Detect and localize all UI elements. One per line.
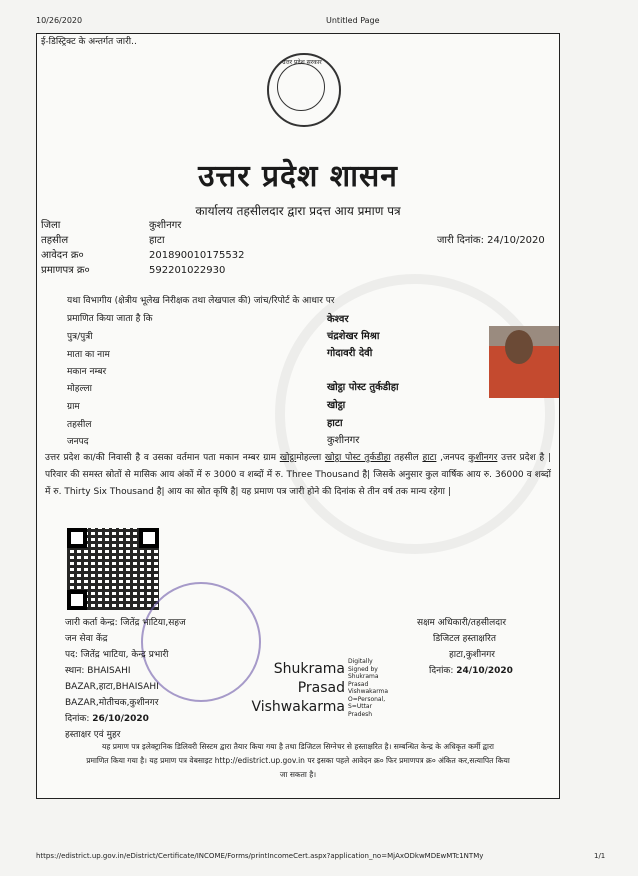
top-note: ई-डिस्ट्रिक्ट के अन्तर्गत जारी..: [41, 37, 137, 47]
signer-name-line: Prasad: [297, 680, 345, 696]
para-village: खोट्ठा: [279, 453, 297, 463]
para-text-d: ,जनपद: [436, 453, 469, 463]
para-district: कुशीनगर: [468, 453, 498, 463]
info-value-application: 201890010175532: [149, 250, 245, 261]
certificate-title: उत्तर प्रदेश शासन: [198, 159, 398, 194]
qr-corner-icon: [67, 590, 87, 610]
digital-signature-details: [348, 658, 388, 718]
authority-line-2: डिजिटल हस्ताक्षरित: [433, 634, 496, 644]
para-tehsil: हाटा: [422, 453, 437, 463]
info-value-tehsil: हाटा: [149, 235, 165, 246]
sig-line: Shukrama: [348, 673, 379, 680]
issuer-line-5: BAZAR,हाटा,BHAISAHI: [65, 682, 159, 692]
issuer-date: 26/10/2020: [92, 714, 149, 724]
detail-label-parent: पुत्र/पुत्री: [67, 332, 93, 342]
info-value-district: कुशीनगर: [149, 220, 182, 231]
footer-line: जा सकता है।: [279, 770, 317, 779]
sig-line: S=Uttar: [348, 703, 373, 710]
intro-line-2: प्रमाणित किया जाता है कि: [67, 314, 153, 324]
applicant-face: [505, 330, 533, 364]
authority-line-1: सक्षम अधिकारी/तहसीलदार: [417, 618, 507, 628]
sig-line: Signed by: [348, 665, 378, 673]
emblem-watermark: [275, 274, 555, 554]
detail-value-mother: गोदावरी देवी: [327, 348, 373, 359]
detail-value-parent: चंद्रशेखर मिश्रा: [327, 331, 380, 342]
info-label-district: जिला: [41, 220, 61, 231]
issuer-date-row: [65, 714, 149, 725]
print-url: https://edistrict.up.gov.in/eDistrict/Certificate/INCOME/Forms/printIncomeCert.aspx?application_no=MjAxODkwMDEwMTc1NTMy: [36, 852, 484, 860]
detail-value-village: खोट्ठा: [327, 400, 346, 411]
issuer-line-1: जारी कर्ता केन्द्र: जितेंद्र भाटिया,सहज: [65, 618, 186, 628]
detail-value-district: कुशीनगर: [327, 435, 360, 446]
para-text-a: उत्तर प्रदेश का/की निवासी है व उसका वर्तमान पता मकान नम्बर ग्राम: [45, 453, 280, 463]
sig-line: Pradesh: [348, 710, 373, 718]
sig-line: O=Personal,: [348, 695, 386, 703]
signer-name-line: Vishwakarma: [251, 699, 345, 715]
sig-line: Digitally: [348, 658, 373, 665]
print-page-title: Untitled Page: [326, 16, 380, 25]
para-text-b: मोहल्ला: [296, 453, 325, 463]
signer-name-line: Shukrama: [273, 661, 345, 677]
detail-label-tehsil: तहसील: [67, 420, 92, 430]
digital-signer-name: [241, 660, 345, 717]
certificate-subtitle: कार्यालय तहसीलदार द्वारा प्रदत्त आय प्रमाण पत्र: [195, 204, 401, 218]
certificate-footer: [47, 740, 549, 782]
info-label-tehsil: तहसील: [41, 235, 69, 246]
detail-label-locality: मोहल्ला: [67, 384, 92, 394]
detail-value-locality: खोट्ठा पोस्ट तुर्कडीहा: [327, 382, 399, 393]
authority-date-row: [429, 666, 513, 677]
para-locality: खोट्ठा पोस्ट तुर्कडीहा: [324, 453, 391, 463]
issue-date: जारी दिनांक: 24/10/2020: [437, 235, 545, 246]
detail-label-house: मकान नम्बर: [67, 367, 107, 377]
footer-line: यह प्रमाण पत्र इलेक्ट्रानिक डिलिवरी सिस्टम द्वारा तैयार किया गया है तथा डिजिटल सिग्नेचर से हस्ताक्षरित है। सम्बन्धित केन्द्र के अधिकृत कर्मी द्वारा: [102, 742, 494, 751]
print-date: 10/26/2020: [36, 16, 83, 25]
info-label-application: आवेदन क्र०: [41, 250, 84, 261]
certificate: [36, 33, 560, 799]
sig-line: Prasad: [348, 680, 369, 688]
print-page-number: 1/1: [594, 852, 606, 860]
detail-label-mother: माता का नाम: [67, 350, 110, 360]
qr-corner-icon: [139, 528, 159, 548]
detail-label-village: ग्राम: [67, 402, 80, 412]
issuer-line-4: स्थान: BHAISAHI: [65, 666, 131, 676]
intro-line-1: यथा विभागीय (क्षेत्रीय भूलेख निरीक्षक तथा लेखपाल की) जांच/रिपोर्ट के आधार पर: [67, 296, 335, 306]
issuer-date-label: दिनांक:: [65, 714, 90, 724]
sig-line: Vishwakarma: [348, 688, 389, 695]
issuer-line-2: जन सेवा केंद्र: [65, 634, 108, 644]
detail-name: केश्वर: [327, 314, 349, 325]
authority-line-3: हाटा,कुशीनगर: [449, 650, 495, 660]
detail-value-tehsil: हाटा: [327, 418, 343, 429]
qr-corner-icon: [67, 528, 87, 548]
para-text-e: उत्तर प्रदेश है | परिवार की समस्त स्रोतों से मासिक आय अंकों में रु 3000 व शब्दों में रु. Three Thousand है| जिसके अनुसार कुल वार्षिक आय रु. 36000 व शब्दों में रु. Thirty Six Thousand है| आय का स्रोत कृषि है| यह प्रमाण पत्र जारी होने की दिनांक से तीन वर्ष तक मान्य रहेगा |: [45, 453, 551, 497]
emblem-text: उत्तर प्रदेश सरकार: [282, 59, 322, 66]
info-value-certificate-no: 592201022930: [149, 265, 226, 276]
detail-label-district: जनपद: [67, 437, 89, 447]
certificate-paragraph: [45, 450, 551, 501]
authority-date: 24/10/2020: [456, 666, 513, 676]
footer-line: प्रमाणित किया गया है। यह प्रमाण पत्र वेबसाइट http://edistrict.up.gov.in पर इसका पहले आवेदन क्र० फिर प्रमाणपत्र क्र० अंकित कर,सत्यापित किया: [86, 756, 510, 765]
issuer-line-6: BAZAR,मोतीचक,कुशीनगर: [65, 698, 159, 708]
issuer-sign-label: हस्ताक्षर एवं मुहर: [65, 730, 121, 740]
para-text-c: तहसील: [390, 453, 423, 463]
emblem-inner-ring: [277, 63, 325, 111]
authority-date-label: दिनांक:: [429, 666, 454, 676]
info-label-certificate-no: प्रमाणपत्र क्र०: [41, 265, 90, 276]
issuer-line-3: पद: जितेंद्र भाटिया, केन्द्र प्रभारी: [65, 650, 169, 660]
